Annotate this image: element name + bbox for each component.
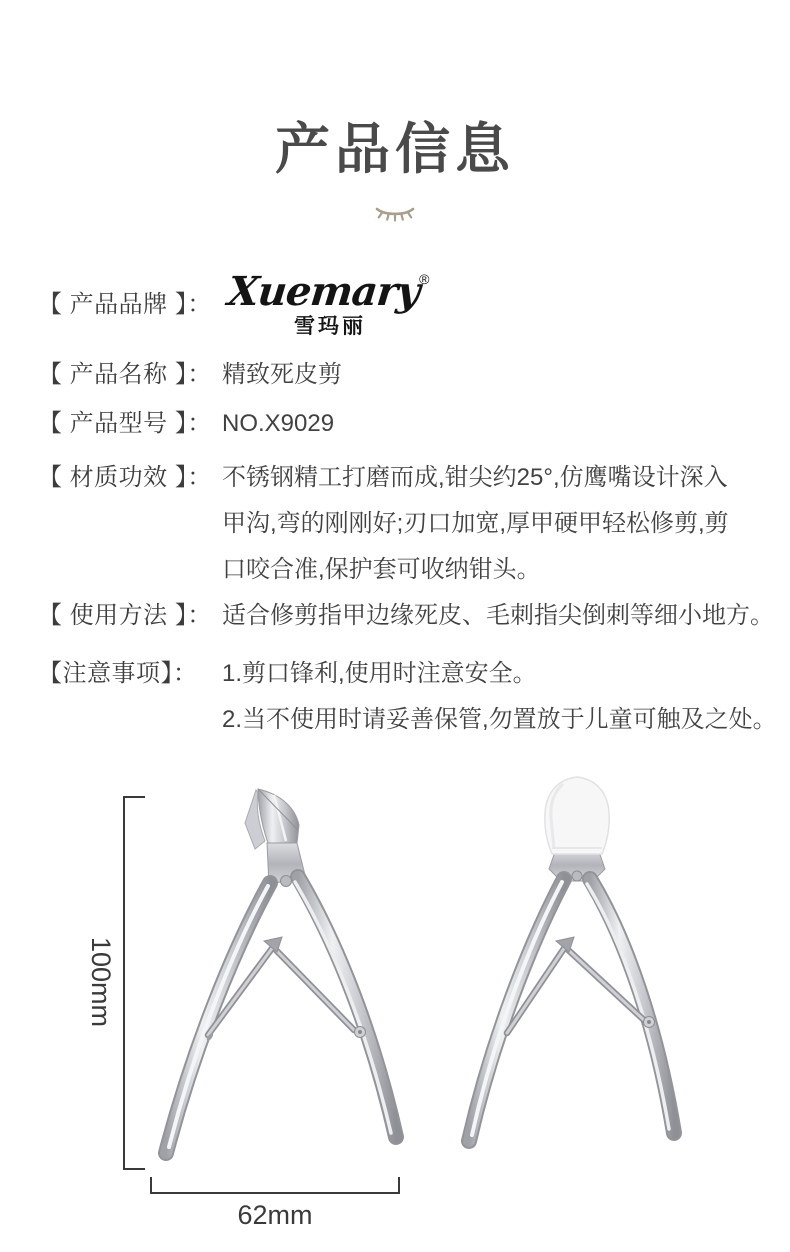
height-dimension-label: 100mm — [86, 936, 116, 1028]
product-info-list — [0, 270, 790, 743]
material-line-2: 甲沟,弯的刚刚好;刃口加宽,厚甲硬甲轻松修剪,剪 — [222, 510, 729, 537]
brand-logo-chinese: 雪玛丽 — [294, 315, 366, 338]
registered-trademark-symbol: ® — [419, 271, 430, 287]
info-row-usage — [38, 593, 778, 639]
info-row-notes — [38, 651, 778, 743]
row-label-product-name: 【 产品名称 】： — [38, 361, 212, 388]
height-dimension-line — [123, 796, 125, 1170]
height-dimension-tick-top — [123, 796, 145, 798]
row-label-material: 【 材质功效 】： — [38, 464, 212, 491]
page-title: 产品信息 — [274, 118, 515, 180]
material-line-1: 不锈钢精工打磨而成,钳尖约25°,仿鹰嘴设计深入 — [222, 464, 728, 491]
width-dimension-tick-left — [150, 1177, 152, 1194]
material-line-3: 口咬合准,保护套可收纳钳头。 — [222, 556, 541, 583]
notes-line-1: 1.剪口锋利,使用时注意安全。 — [222, 660, 537, 687]
brand-logo-script: Xuemary — [225, 268, 422, 315]
row-label-brand: 【 产品品牌 】： — [38, 291, 212, 318]
width-dimension-line — [150, 1192, 400, 1194]
eyelash-icon — [375, 204, 415, 222]
info-row-product-name — [38, 358, 778, 392]
product-photo-nipper-with-cap — [452, 775, 692, 1163]
row-label-model: 【 产品型号 】： — [38, 410, 212, 437]
notes-value — [222, 651, 778, 743]
info-row-model — [38, 407, 778, 441]
product-photo-nipper-bare — [148, 785, 404, 1175]
row-label-notes: 【注意事项】： — [38, 660, 198, 687]
width-dimension-label: 62mm — [237, 1200, 313, 1230]
brand-logo — [222, 270, 778, 340]
info-row-brand — [38, 270, 778, 340]
model-value: NO.X9029 — [222, 410, 335, 437]
usage-value: 适合修剪指甲边缘死皮、毛刺指尖倒刺等细小地方。 — [222, 602, 774, 629]
height-dimension-tick-bottom — [123, 1168, 145, 1170]
width-dimension-tick-right — [398, 1177, 400, 1194]
product-name-value: 精致死皮剪 — [222, 361, 342, 388]
info-row-material — [38, 455, 778, 593]
material-value — [222, 455, 778, 593]
row-label-usage: 【 使用方法 】： — [38, 602, 212, 629]
closed-eye-lashes-icon — [375, 204, 415, 222]
product-figure — [0, 775, 790, 1252]
notes-line-2: 2.当不使用时请妥善保管,勿置放于儿童可触及之处。 — [222, 706, 777, 733]
